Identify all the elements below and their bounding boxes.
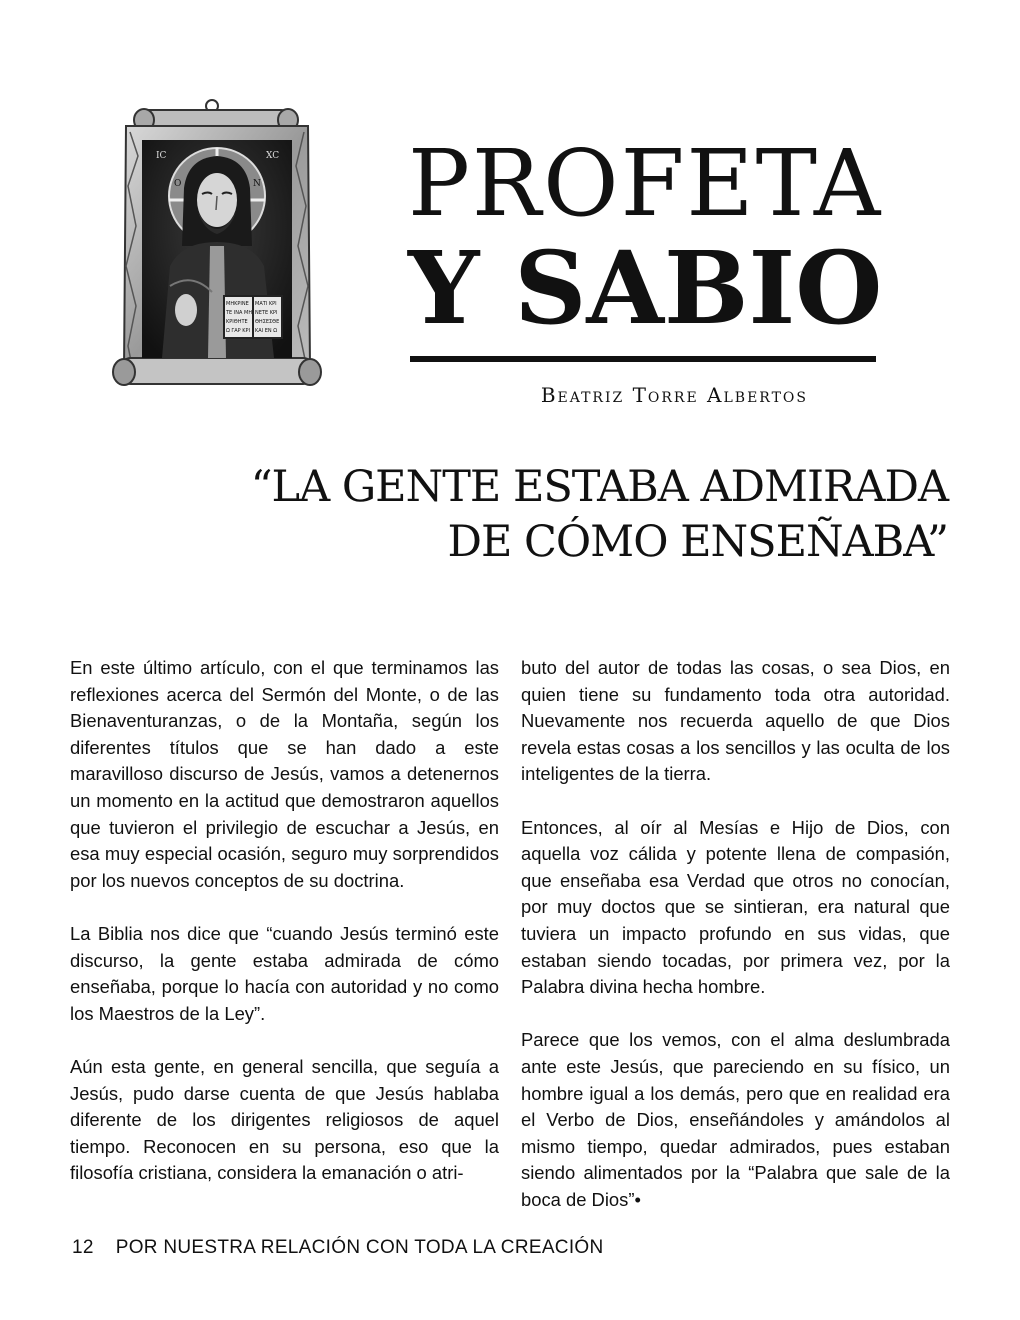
body-paragraph: Parece que los vemos, con el alma deslumbrada ante este Jesús, que pareciendo en su físico, un hombre igual a los demás, pero que en realidad era el Verbo de Dios, enseñándoles y amándolos al mismo tiempo, quedar admirados, pues estaban siendo alimentados por la “Palabra que sale de la boca de Dios”•: [521, 1029, 950, 1210]
footer-text: POR NUESTRA RELACIÓN CON TODA LA CREACIÓN: [115, 1237, 604, 1258]
book-text: ΝΕΤΕ ΚΡΙ: [255, 310, 278, 316]
book-text: Ω ΓΑΡ ΚΡΙ: [226, 328, 250, 334]
icon-letters-left: IC: [156, 151, 167, 161]
book-text: ΘΗΣΕΣΘΕ: [255, 319, 280, 325]
icon-letters-right: XC: [266, 151, 280, 161]
book-text: ΜΑΤΙ ΚΡΙ: [255, 301, 277, 307]
page-number: 12: [72, 1237, 94, 1258]
body-column-right: [521, 655, 950, 1213]
christ-icon-image: [112, 96, 322, 401]
christ-pantocrator-icon: [112, 96, 322, 401]
body-column-left: [70, 655, 499, 1187]
book-text: ΚΡΙΘΗΤΕ: [226, 319, 248, 325]
body-paragraph: Entonces, al oír al Mesías e Hijo de Dios, con aquella voz cálida y potente llena de compasión, que enseñaba esa Verdad que otros no conocían, por muy doctos que se sintieran, era natural que tuviera un impacto profundo en sus vidas, que estaban siendo tocadas, por primera vez, por la Palabra divina hecha hombre.: [521, 816, 950, 998]
body-paragraph: buto del autor de todas las cosas, o sea Dios, en quien tiene su fundamento toda otra autoridad. Nuevamente nos recuerda aquello de que Dios revela estas cosas a los sencillos y las oculta de los inteligentes de la tierra.: [521, 657, 950, 785]
book-text: ΤΕ ΙΝΑ ΜΗ: [226, 310, 253, 316]
halo-letter-right: N: [253, 179, 261, 189]
body-paragraph: En este último artículo, con el que terminamos las reflexiones acerca del Sermón del Monte, o de las Bienaventuranzas, o de la Montaña, según los diferentes títulos que se han dado a este maravilloso discurso de Jesús, vamos a detenernos un momento en la actitud que demostraron aquellos que tuvieron el privilegio de escuchar a Jesús, en esa muy especial ocasión, seguro muy sorprendidos por los nuevos conceptos de su doctrina.: [70, 657, 499, 891]
book-text: ΜΗΚΡΙΝΕ: [226, 301, 249, 307]
body-paragraph: Aún esta gente, en general sencilla, que seguía a Jesús, pudo darse cuenta de que Jesús hablaba diferente de los dirigentes religiosos de aquel tiempo. Reconocen en su persona, eso que la filosofía cristiana, considera la emanación o atri-: [70, 1055, 499, 1184]
author-byline: Beatriz Torre Albertos: [540, 383, 808, 407]
pull-quote-line2: DE CÓMO ENSEÑABA”: [447, 517, 948, 567]
pull-quote: [240, 460, 948, 570]
book-text: ΚΑΙ ΕΝ Ω: [255, 328, 278, 334]
pull-quote-line1: “LA GENTE ESTABA ADMIRADA: [250, 462, 948, 512]
halo-letter-left: O: [174, 179, 182, 189]
title-divider: [410, 356, 876, 362]
body-paragraph: La Biblia nos dice que “cuando Jesús terminó este discurso, la gente estaba admirada de cómo enseñaba, porque lo hacía con autoridad y no como los Maestros de la Ley”.: [70, 922, 499, 1024]
page-footer: [72, 1237, 772, 1259]
article-title-line1: PROFETA: [408, 130, 883, 237]
article-title-line2: Y SABIO: [408, 229, 883, 347]
